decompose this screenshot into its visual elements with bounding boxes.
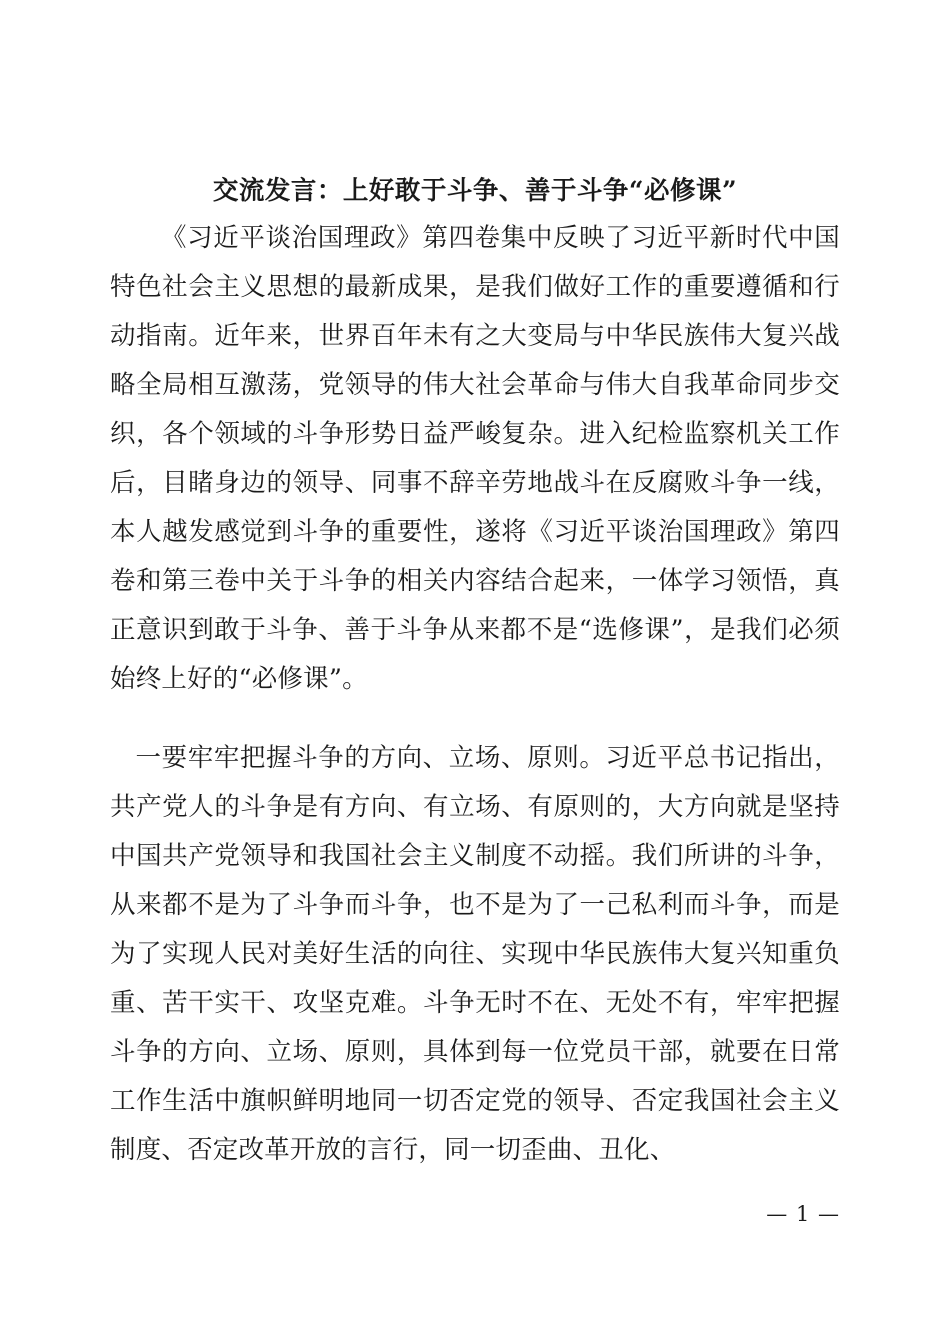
- page-number: — 1 —: [766, 1202, 840, 1226]
- paragraph-1: 《习近平谈治国理政》第四卷集中反映了习近平新时代中国特色社会主义思想的最新成果，是我们做好工作的重要遵循和行动指南。近年来，世界百年未有之大变局与中华民族伟大复兴战略全局相互激荡，党领导的伟大社会革命与伟大自我革命同步交织，各个领域的斗争形势日益严峻复杂。进入纪检监察机关工作后，目睹身边的领导、同事不辞辛劳地战斗在反腐败斗争一线，本人越发感觉到斗争的重要性，遂将《习近平谈治国理政》第四卷和第三卷中关于斗争的相关内容结合起来，一体学习领悟，真正意识到敢于斗争、善于斗争从来都不是“选修课”，是我们必须始终上好的“必修课”。: [110, 223, 840, 695]
- paragraph-2: 一要牢牢把握斗争的方向、立场、原则。习近平总书记指出，共产党人的斗争是有方向、有立场、有原则的，大方向就是坚持中国共产党领导和我国社会主义制度不动摇。我们所讲的斗争，从来都不是为了斗争而斗争，也不是为了一己私利而斗争，而是为了实现人民对美好生活的向往、实现中华民族伟大复兴知重负重、苦干实干、攻坚克难。斗争无时不在、无处不有，牢牢把握斗争的方向、立场、原则，具体到每一位党员干部，就要在日常工作生活中旗帜鲜明地同一切否定党的领导、否定我国社会主义制度、否定改革开放的言行，同一切歪曲、丑化、: [110, 743, 840, 1166]
- document-body: [110, 172, 840, 1175]
- page-title: 交流发言：上好敢于斗争、善于斗争“必修课”: [212, 176, 738, 206]
